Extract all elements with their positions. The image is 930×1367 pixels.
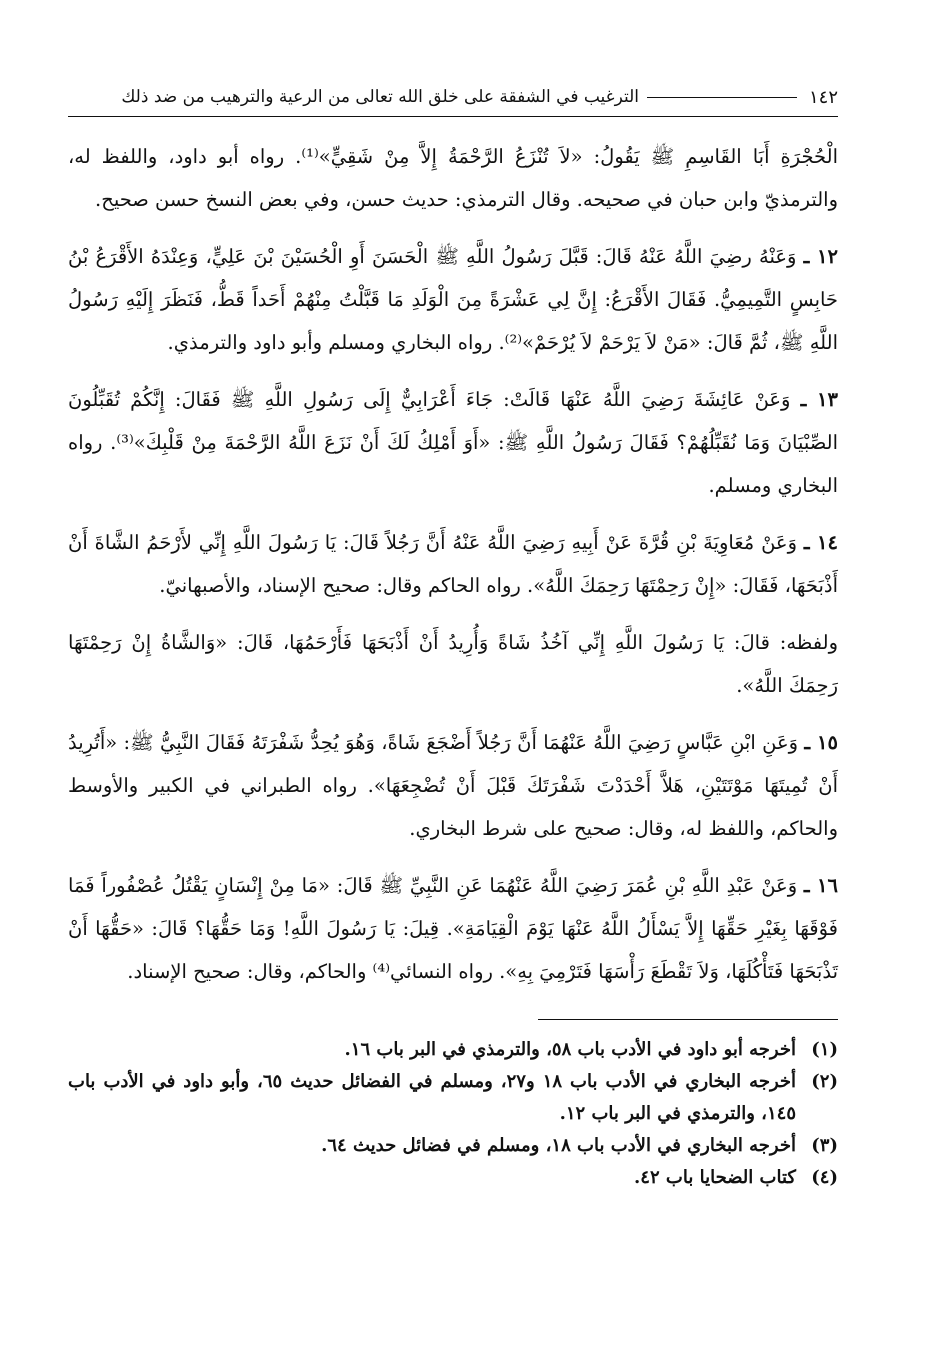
footnote-mark: (٣): [811, 1135, 838, 1156]
hadith-number: ١٥ ـ: [804, 731, 838, 754]
body-text: [68, 135, 838, 993]
page-header: [68, 82, 838, 117]
header-rule: [647, 97, 797, 98]
footnotes: [68, 1034, 838, 1194]
paragraph-text: وَعَنْ مُعَاوِيَةَ بْنِ قُرَّةَ عَنْ أَبِيهِ رَضِيَ اللَّهُ عَنْهُ أَنَّ رَجُلاً قَالَ: يَا رَسُولَ اللَّهِ إِنِّي لأَرْحَمُ الشَّاةَ أَنْ أَذْبَحَهَا، فَقَالَ: «إِنْ رَحِمْتَهَا رَحِمَكَ اللَّهُ». رواه الحاكم وقال: صحيح الإسناد، والأصبهانيّ.: [68, 531, 838, 597]
paragraph-hadith-15: [68, 721, 838, 850]
footnote-text: أخرجه البخاري في الأدب باب ١٨، ومسلم في فضائل حديث ٦٤.: [321, 1135, 796, 1156]
paragraph-variant-wording: [68, 621, 838, 707]
footnote-text: أخرجه البخاري في الأدب باب ١٨ و٢٧، ومسلم في الفضائل حديث ٦٥، وأبو داود في الأدب باب ١٤٥، والترمذي في البر باب ١٢.: [68, 1071, 797, 1124]
footnote-mark: (١): [811, 1039, 838, 1060]
paragraph-hadith-14: [68, 521, 838, 607]
footnote-mark: (٤): [811, 1167, 838, 1188]
hadith-number: ١٤ ـ: [803, 531, 838, 554]
paragraph-hadith-12: [68, 235, 838, 364]
footnote-divider: [538, 1019, 838, 1020]
book-page: [68, 82, 838, 1194]
paragraph-hadith-13: [68, 378, 838, 507]
footnote-item: [68, 1130, 838, 1162]
paragraph-text: وَعَنْ عَائِشَةَ رَضِيَ اللَّهُ عَنْهَا قَالَتْ: جَاءَ أَعْرَابِيٌّ إِلَى رَسُولِ اللَّهِ ﷺ فَقَالَ: إِنَّكُمْ تُقَبِّلُونَ الصِّبْيَانَ وَمَا نُقَبِّلُهُمْ؟ فَقَالَ رَسُولُ اللَّهِ ﷺ: «أَوَ أَمْلِكُ لَكَ أَنْ نَزَعَ اللَّهُ الرَّحْمَةَ مِنْ قَلْبِكَ»⁽³⁾. رواه البخاري ومسلم.: [68, 388, 839, 497]
paragraph-text: ولفظه: قالَ: يَا رَسُولَ اللَّهِ إِنِّي آخُذُ شَاةً وَأُرِيدُ أَنْ أَذْبَحَهَا فَأَرْحَمُهَا، قَالَ: «وَالشَّاةُ إِنْ رَحِمْتَهَا رَحِمَكَ اللَّهُ».: [68, 631, 838, 697]
footnote-text: كتاب الضحايا باب ٤٢.: [634, 1167, 796, 1188]
paragraph-hadith-16: [68, 864, 838, 993]
hadith-number: ١٦ ـ: [803, 874, 838, 897]
hadith-number: ١٣ ـ: [800, 388, 838, 411]
running-title: الترغيب في الشفقة على خلق الله تعالى من الرعية والترهيب من ضد ذلك: [121, 87, 639, 107]
page-number: ١٤٢: [808, 86, 838, 108]
paragraph-text: الْحُجْرَةِ أَبَا القَاسِمِ ﷺ يَقُولُ: «لاَ تُنْزَعُ الرَّحْمَةُ إِلاَّ مِنْ شَقِيٍّ»⁽¹⁾. رواه أبو داود، واللفظ له، والترمذيّ وابن حبان في صحيحه. وقال الترمذي: حديث حسن، وفي بعض النسخ حسن صحيح.: [68, 145, 838, 211]
footnote-item: [68, 1034, 838, 1066]
footnote-item: [68, 1066, 838, 1130]
paragraph-continuation: [68, 135, 838, 221]
paragraph-text: وَعَنِ ابْنِ عَبَّاسٍ رَضِيَ اللَّهُ عَنْهُمَا أَنَّ رَجُلاً أَضْجَعَ شَاةً، وَهُوَ يُحِدُّ شَفْرَتَهُ فَقَالَ النَّبِيُّ ﷺ: «أَتُرِيدُ أَنْ تُمِيتَهَا مَوْتَتَيْنِ، هَلاَّ أَحْدَدْتَ شَفْرَتَكَ قَبْلَ أَنْ تُضْجِعَهَا». رواه الطبراني في الكبير والأوسط والحاكم، واللفظ له، وقال: صحيح على شرط البخاري.: [68, 731, 838, 840]
footnote-mark: (٢): [811, 1071, 838, 1092]
paragraph-text: وَعَنْهُ رضِيَ اللَّهُ عَنْهُ قَالَ: قَبَّلَ رَسُولُ اللَّهِ ﷺ الْحَسَنَ أَوِ الْحُسَيْنَ بْنَ عَلِيٍّ، وَعِنْدَهُ الأَقْرَعُ بْنُ حَابِسٍ التَّمِيمِيُّ. فَقَالَ الأَقْرَعُ: إِنَّ لِي عَشْرَةً مِنَ الْوَلَدِ مَا قَبَّلْتُ مِنْهُمْ أَحَداً قَطُّ، فَنَظَرَ إِلَيْهِ رَسُولُ اللَّهِ ﷺ، ثُمَّ قَالَ: «مَنْ لاَ يَرْحَمْ لاَ يُرْحَمْ»⁽²⁾. رواه البخاري ومسلم وأبو داود والترمذي.: [68, 245, 838, 354]
footnote-text: أخرجه أبو داود في الأدب باب ٥٨، والترمذي في البر باب ١٦.: [344, 1039, 796, 1060]
paragraph-text: وَعَنْ عَبْدِ اللَّهِ بْنِ عُمَرَ رَضِيَ اللَّهُ عَنْهُمَا عَنِ النَّبِيِّ ﷺ قَالَ: «مَا مِنْ إِنْسَانٍ يَقْتُلُ عُصْفُوراً فَمَا فَوْقَهَا بِغَيْرِ حَقِّهَا إِلاَّ يَسْأَلُ اللَّهُ عَنْهَا يَوْمَ الْقِيَامَةِ». قِيلَ: يَا رَسُولَ اللَّهِ! وَمَا حَقُّهَا؟ قَالَ: «حَقُّهَا أَنْ تَذْبَحَهَا فَتَأْكُلَهَا، وَلاَ تَقْطَعَ رَأْسَهَا فَتَرْمِيَ بِهِ». رواه النسائي⁽⁴⁾ والحاكم، وقال: صحيح الإسناد.: [68, 874, 838, 983]
hadith-number: ١٢ ـ: [803, 245, 838, 268]
footnote-item: [68, 1162, 838, 1194]
